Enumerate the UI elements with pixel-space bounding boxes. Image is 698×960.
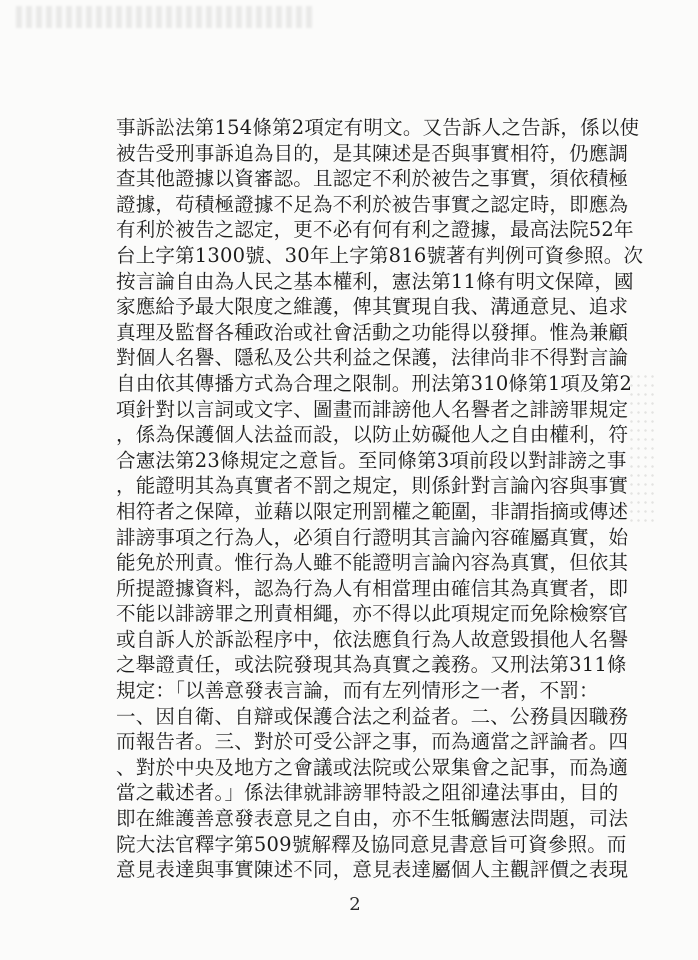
text-line: ，能證明其為真實者不罰之規定，則係針對言論內容與事實: [116, 474, 629, 498]
text-line: 項針對以言詞或文字、圖畫而誹謗他人名譽者之誹謗罪規定: [116, 397, 629, 421]
text-line: 台上字第1300號、30年上字第816號著有判例可資參照。次: [116, 243, 644, 267]
text-line: 意見表達與事實陳述不同，意見表達屬個人主觀評價之表現: [116, 858, 629, 882]
text-line: 證據，苟積極證據不足為不利於被告事實之認定時，即應為: [116, 192, 629, 216]
text-line: 或自訴人於訴訟程序中，依法應負行為人故意毀損他人名譽: [116, 627, 629, 651]
text-line: 按言論自由為人民之基本權利，憲法第11條有明文保障，國: [116, 269, 634, 293]
text-line: 自由依其傳播方式為合理之限制。刑法第310條第1項及第2: [116, 371, 633, 395]
text-line: 而報告者。三、對於可受公評之事，而為適當之評論者。四: [116, 730, 629, 754]
text-line: 即在維護善意發表意見之自由，亦不生牴觸憲法問題，司法: [116, 807, 629, 831]
text-line: 真理及監督各種政治或社會活動之功能得以發揮。惟為兼顧: [116, 320, 629, 344]
text-line: 對個人名譽、隱私及公共利益之保護，法律尚非不得對言論: [116, 346, 629, 370]
text-line: 被告受刑事訴追為目的，是其陳述是否與事實相符，仍應調: [116, 141, 629, 165]
header-bleed-through: [16, 6, 316, 28]
text-line: 查其他證據以資審認。且認定不利於被告之事實，須依積極: [116, 167, 629, 191]
text-line: 家應給予最大限度之維護，俾其實現自我、溝通意見、追求: [116, 295, 629, 319]
body-text: [116, 115, 668, 883]
text-line: 不能以誹謗罪之刑責相繩，亦不得以此項規定而免除檢察官: [116, 602, 629, 626]
text-line: 之舉證責任，或法院發現其為真實之義務。又刑法第311條: [116, 653, 627, 677]
page-number: 2: [349, 894, 361, 915]
text-line: 院大法官釋字第509號解釋及協同意見書意旨可資參照。而: [116, 832, 627, 856]
text-line: 規定：「以善意發表言論，而有左列情形之一者，不罰：: [116, 679, 599, 703]
text-line: 當之載述者。」係法律就誹謗罪特設之阻卻違法事由，目的: [116, 781, 619, 805]
text-line: 、對於中央及地方之會議或法院或公眾集會之記事，而為適: [116, 755, 629, 779]
text-line: 一、因自衛、自辯或保護合法之利益者。二、公務員因職務: [116, 704, 629, 728]
text-line: 誹謗事項之行為人，必須自行證明其言論內容確屬真實，始: [116, 525, 629, 549]
text-line: 相符者之保障，並藉以限定刑罰權之範圍，非謂指摘或傳述: [116, 499, 629, 523]
text-line: 能免於刑責。惟行為人雖不能證明言論內容為真實，但依其: [116, 551, 629, 575]
text-line: ，係為保護個人法益而設，以防止妨礙他人之自由權利，符: [116, 423, 629, 447]
text-line: 有利於被告之認定，更不必有何有利之證據，最高法院52年: [116, 218, 634, 242]
text-line: 事訴訟法第154條第2項定有明文。又告訴人之告訴，係以使: [116, 116, 640, 139]
text-line: 合憲法第23條規定之意旨。至同條第3項前段以對誹謗之事: [116, 448, 627, 472]
text-line: 所提證據資料，認為行為人有相當理由確信其為真實者，即: [116, 576, 629, 600]
